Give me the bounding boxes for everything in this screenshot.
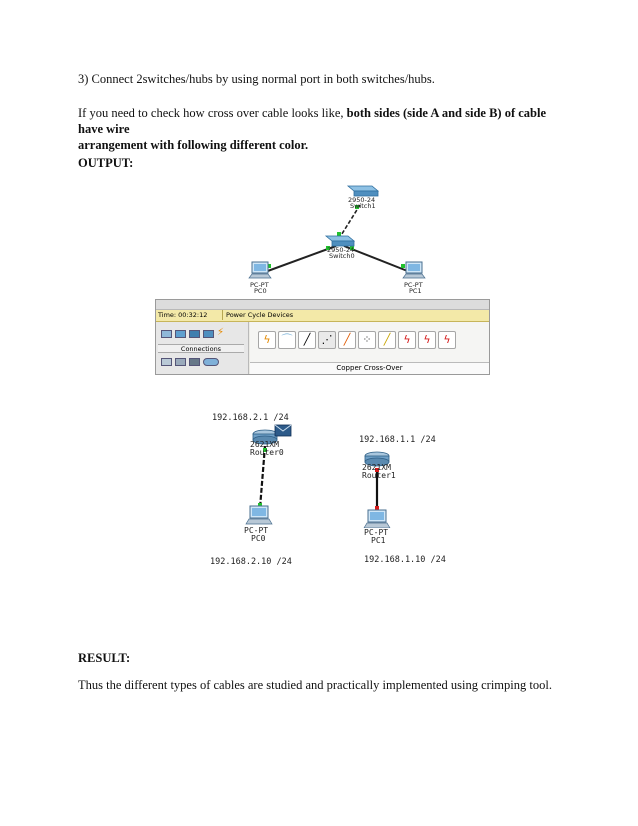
coaxial-cable-icon: ╱: [383, 333, 391, 346]
router1-name-label: Router1: [362, 471, 396, 480]
pc1-ip-label: 192.168.1.10 /24: [364, 555, 446, 565]
router-pc0-icon: [246, 506, 272, 524]
straight-cable-icon: ╱: [303, 333, 311, 346]
step3-instruction: 3) Connect 2switches/hubs by using normal port in both switches/hubs.: [78, 72, 435, 86]
serial-dte-icon: ϟ: [423, 333, 431, 346]
router-category-icon[interactable]: [161, 330, 172, 338]
link-switch0-pc0: [265, 246, 336, 272]
lightning-icon: ϟ: [263, 333, 271, 346]
router1-ip-label: 192.168.1.1 /24: [359, 435, 436, 445]
octal-cable-icon: ϟ: [443, 333, 451, 346]
cross-note-plain: If you need to check how cross over cable looks like,: [78, 106, 347, 120]
result-heading: RESULT:: [78, 651, 131, 665]
console-cable-icon: ⌒: [281, 333, 293, 346]
router0-model-label: 2621XM: [250, 440, 279, 449]
toolbar-top-strip: [156, 300, 489, 310]
packet-tracer-toolbar: [155, 299, 490, 375]
phone-cable-icon: ⁘: [362, 333, 372, 346]
wan-emulation-icon[interactable]: [189, 358, 200, 366]
server-icon[interactable]: [175, 358, 186, 366]
cross-over-cable-icon: ⋰: [321, 333, 333, 346]
pc1-name-label: PC1: [409, 287, 422, 295]
connection-types-panel: [250, 322, 489, 362]
cross-note-bold: both sides (side A and side B) of cable have wire: [78, 106, 547, 136]
end-device-icon[interactable]: [161, 358, 172, 366]
serial-dte-button[interactable]: [418, 331, 436, 349]
pc1-icon: [403, 262, 425, 278]
pc0-icon: [249, 262, 271, 278]
output-heading: OUTPUT:: [78, 156, 134, 170]
selected-connection-label: Copper Cross-Over: [250, 362, 489, 374]
phone-cable-button[interactable]: [358, 331, 376, 349]
wireless-category-icon[interactable]: [203, 330, 214, 338]
router1-model-label: 2621XM: [362, 463, 391, 472]
serial-dce-icon: ϟ: [403, 333, 411, 346]
device-category-panel: [156, 322, 249, 374]
router-pc1-icon: [364, 510, 390, 528]
switch0-icon: [326, 236, 354, 246]
switch0-name-label: Switch0: [329, 252, 355, 260]
hub-category-icon[interactable]: [189, 330, 200, 338]
cross-note-bold-2: arrangement with following different color.: [78, 138, 309, 152]
switch1-icon: [348, 186, 378, 196]
fiber-cable-icon: ╱: [343, 333, 351, 346]
connections-label: Connections: [158, 344, 244, 353]
pc0-model-label: PC-PT: [250, 281, 269, 289]
copper-cross-over-button[interactable]: [318, 331, 336, 349]
cross-over-note: [78, 105, 558, 153]
copper-straight-button[interactable]: [298, 331, 316, 349]
console-cable-button[interactable]: [278, 331, 296, 349]
auto-connection-button[interactable]: [258, 331, 276, 349]
coaxial-cable-button[interactable]: [378, 331, 396, 349]
result-text: Thus the different types of cables are studied and practically implemented using crimping tool.: [78, 678, 552, 692]
pc0-model-label-2: PC-PT: [244, 526, 269, 535]
switch0-model-label: 2950-24: [327, 246, 355, 254]
time-display: Time: 00:32:12: [158, 311, 208, 319]
pc0-ip-label: 192.168.2.10 /24: [210, 557, 292, 567]
pc1-name-label-2: PC1: [371, 536, 386, 545]
octal-cable-button[interactable]: [438, 331, 456, 349]
pc1-model-label: PC-PT: [404, 281, 423, 289]
switch1-model-label: 2950-24: [348, 196, 376, 204]
switch1-name-label: Switch1: [350, 202, 376, 210]
pc0-name-label-2: PC0: [251, 534, 266, 543]
power-cycle-button[interactable]: Power Cycle Devices: [222, 310, 296, 320]
router0-ip-label: 192.168.2.1 /24: [212, 413, 289, 423]
pc1-model-label-2: PC-PT: [364, 528, 389, 537]
pc0-name-label: PC0: [254, 287, 267, 295]
switch-category-icon[interactable]: [175, 330, 186, 338]
fiber-cable-button[interactable]: [338, 331, 356, 349]
custom-device-icon[interactable]: [203, 358, 219, 366]
router0-name-label: Router0: [250, 448, 284, 457]
connections-category-icon[interactable]: ⚡: [217, 327, 225, 338]
serial-dce-button[interactable]: [398, 331, 416, 349]
